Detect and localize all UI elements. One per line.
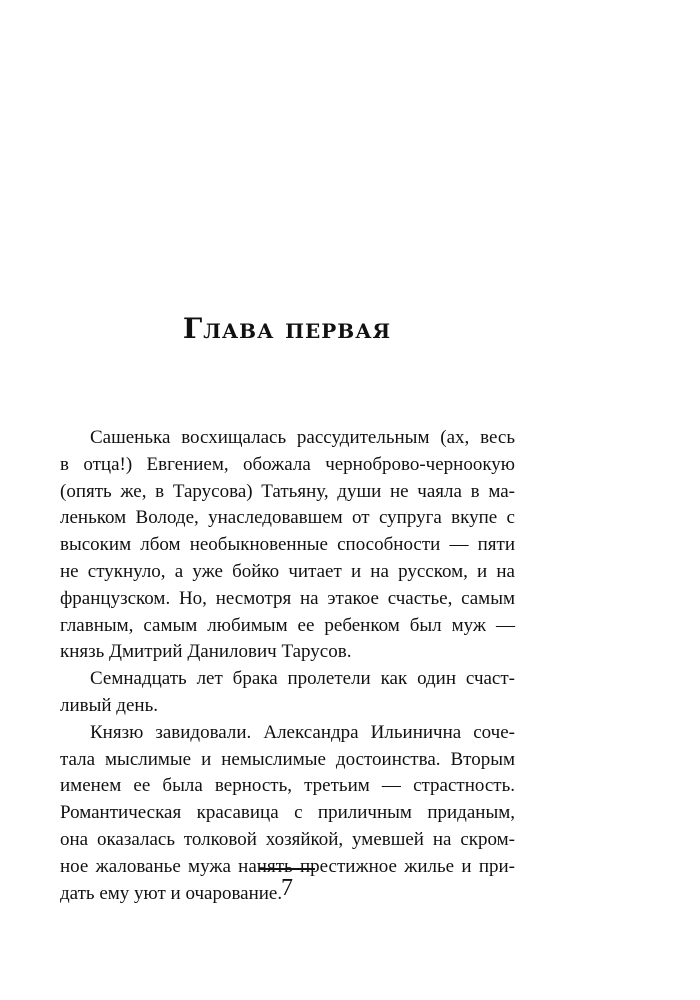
- paragraph: [60, 666, 515, 720]
- chapter-title: Глава первая: [182, 312, 392, 345]
- text-line: французском. Но, несмотря на этакое счастье, самым: [60, 587, 515, 609]
- text-line: именем ее была верность, третьим — страстность.: [60, 775, 515, 797]
- text-line: Сашенька восхищалась рассудительным (ах, весь: [90, 427, 515, 448]
- text-line: князь Дмитрий Данилович Тарусов.: [60, 641, 352, 663]
- text-line: (опять же, в Тарусова) Татьяну, души не чаяла в ма-: [60, 480, 515, 502]
- chapter-body: [60, 425, 515, 907]
- text-line: в отца!) Евгением, обожала черноброво-черноокую: [60, 453, 515, 475]
- text-line: Князю завидовали. Александра Ильинична сочe-: [90, 721, 515, 743]
- text-line: она оказалась толковой хозяйкой, умевшей на скром-: [60, 828, 515, 850]
- paragraph: [60, 425, 515, 666]
- text-line: главным, самым любимым ее ребенком был муж —: [60, 614, 515, 636]
- text-line: Романтическая красавица с приличным приданым,: [60, 802, 515, 824]
- page-number: 7: [281, 875, 293, 901]
- text-line: ливый день.: [60, 694, 158, 716]
- text-line: Семнадцать лет брака пролетели как один счаст-: [90, 668, 515, 690]
- page-number-rule: [259, 868, 315, 870]
- text-line: высоким лбом необыкновенные способности — пяти: [60, 534, 515, 556]
- text-line: тала мыслимые и немыслимые достоинства. Вторым: [60, 748, 515, 770]
- text-line: дать ему уют и очарование.: [60, 882, 283, 904]
- text-line: ное жалованье мужа нанять престижное жилье и при-: [60, 855, 515, 877]
- text-line: леньком Володе, унаследовавшем от супруга вкупе с: [60, 507, 515, 529]
- text-line: не стукнуло, а уже бойко читает и на русском, и на: [60, 560, 515, 582]
